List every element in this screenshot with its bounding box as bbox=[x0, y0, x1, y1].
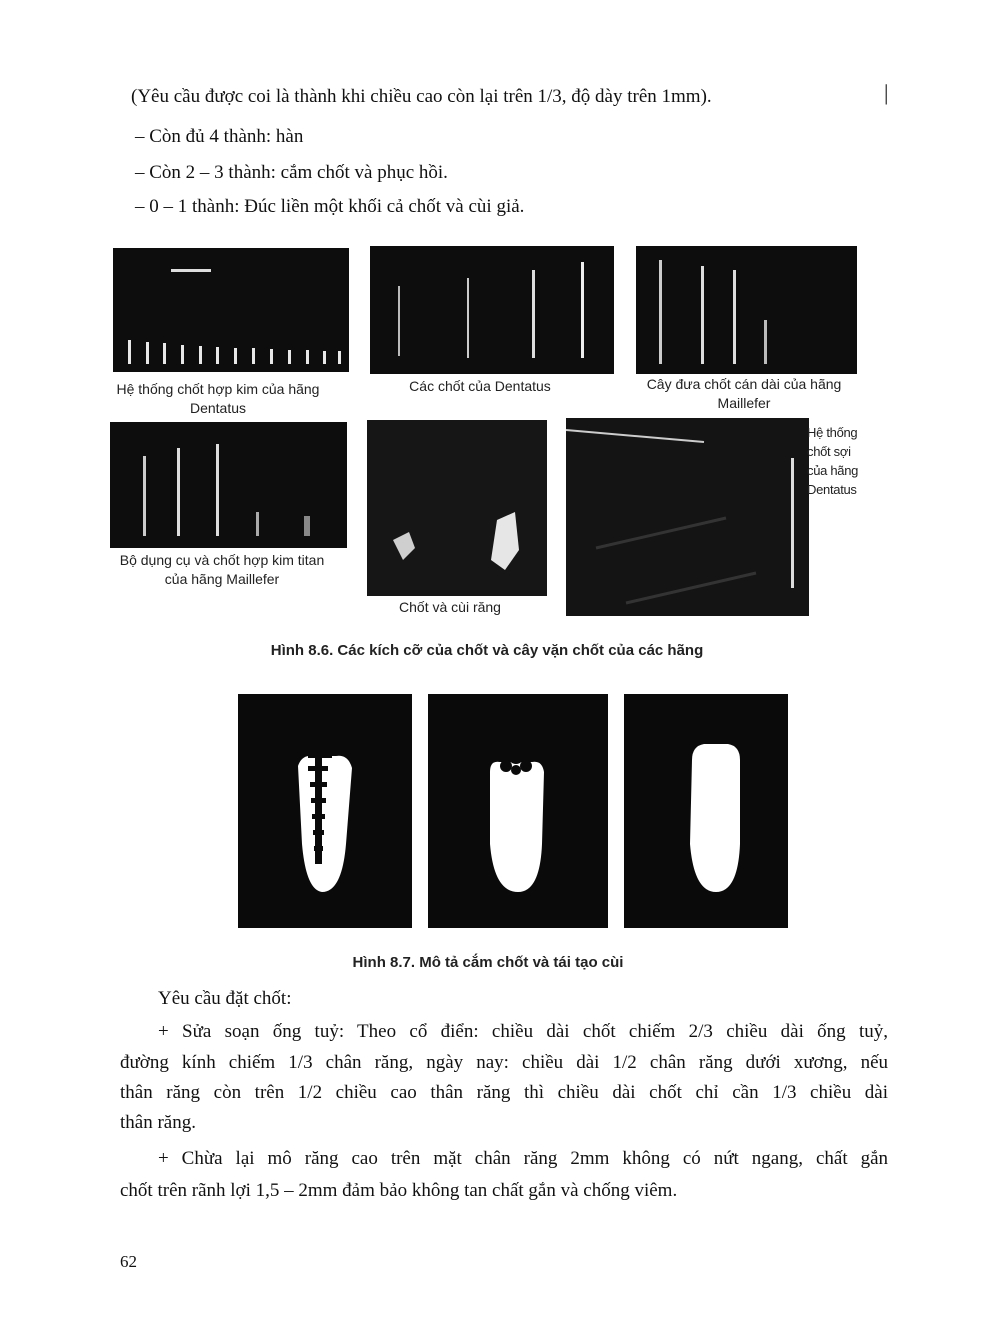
caption-dentatus-posts: Các chốt của Dentatus bbox=[409, 378, 551, 394]
caption-maillefer-drivers: Cây đưa chốt cán dài của hãng Maillefer bbox=[646, 376, 842, 411]
paragraph-line: thân răng còn trên 1/2 chiều cao thân răng thì chiều dài chốt chỉ cần 1/3 chiều dài bbox=[120, 1082, 888, 1103]
list-item: – 0 – 1 thành: Đúc liền một khối cả chốt và cùi giả. bbox=[135, 196, 525, 217]
photo-post-insertion-stage-3 bbox=[624, 694, 788, 928]
page-number: 62 bbox=[120, 1252, 137, 1271]
paragraph-line: + Sửa soạn ống tuỷ: Theo cổ điển: chiều dài chốt chiếm 2/3 chiều dài ống tuỷ, bbox=[158, 1021, 888, 1042]
photo-post-insertion-stage-1 bbox=[238, 694, 412, 928]
list-item: – Còn 2 – 3 thành: cắm chốt và phục hồi. bbox=[135, 162, 448, 183]
figure-8-6-title: Hình 8.6. Các kích cỡ của chốt và cây vặn chốt của các hãng bbox=[270, 642, 704, 659]
paragraph-line: + Chừa lại mô răng cao trên mặt chân răng 2mm không có nứt ngang, chất gắn bbox=[158, 1148, 888, 1169]
paragraph-line: đường kính chiếm 1/3 chân răng, ngày nay: chiều dài 1/2 chân răng dưới xương, nếu bbox=[120, 1052, 888, 1073]
requirement-note: (Yêu cầu được coi là thành khi chiều cao còn lại trên 1/3, độ dày trên 1mm). bbox=[131, 86, 712, 107]
photo-post-insertion-stage-2 bbox=[428, 694, 608, 928]
caption-alloy-post-system: Hệ thống chốt hợp kim của hãng Dentatus bbox=[116, 381, 320, 416]
photo-alloy-post-system bbox=[113, 248, 349, 372]
caption-fiber-post-system: Hệ thống chốt sợi của hãng Dentatus bbox=[807, 425, 859, 497]
photo-post-and-core bbox=[367, 420, 547, 596]
margin-mark: | bbox=[884, 80, 889, 105]
photo-maillefer-drivers bbox=[636, 246, 857, 374]
photo-titanium-kit bbox=[110, 422, 347, 548]
list-item: – Còn đủ 4 thành: hàn bbox=[135, 126, 304, 147]
photo-fiber-post-system bbox=[566, 418, 809, 616]
caption-post-and-core: Chốt và cùi răng bbox=[399, 599, 501, 615]
paragraph-line: chốt trên rãnh lợi 1,5 – 2mm đảm bảo không tan chất gắn và chống viêm. bbox=[120, 1180, 678, 1201]
photo-dentatus-posts bbox=[370, 246, 614, 374]
figure-8-7-title: Hình 8.7. Mô tả cắm chốt và tái tạo cùi bbox=[352, 954, 624, 971]
body-heading: Yêu cầu đặt chốt: bbox=[158, 988, 292, 1009]
paragraph-line: thân răng. bbox=[120, 1112, 196, 1133]
caption-titanium-kit: Bộ dụng cụ và chốt hợp kim titan của hãng Maillefer bbox=[119, 552, 325, 587]
